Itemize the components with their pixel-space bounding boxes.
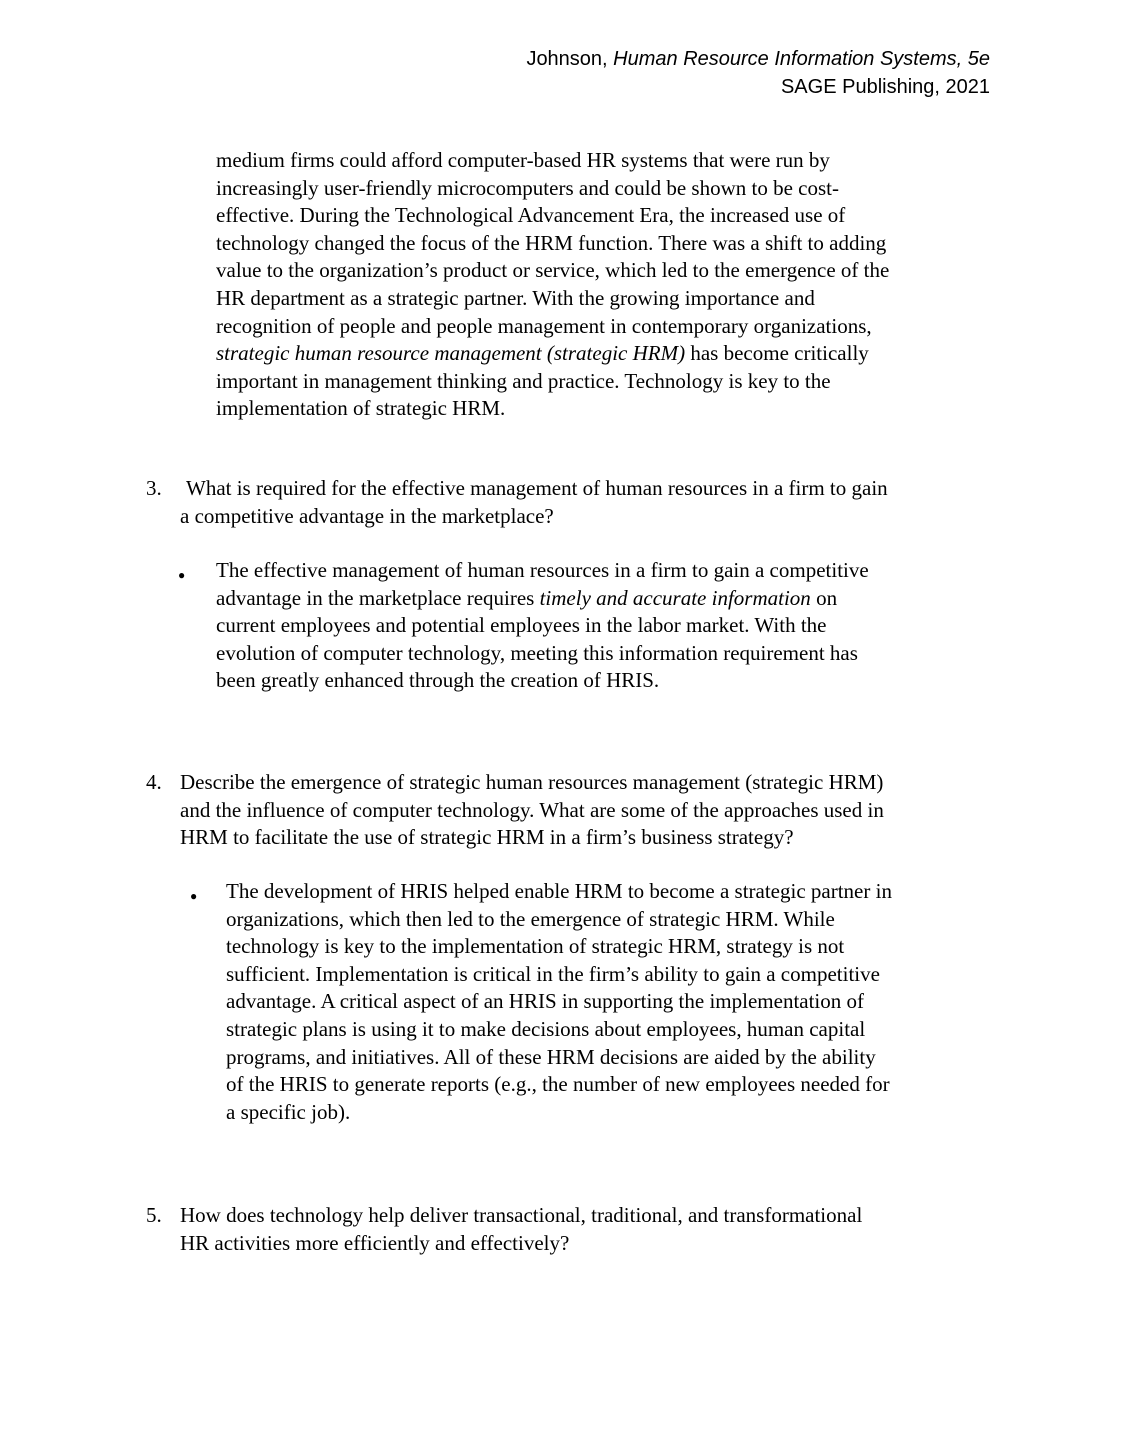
intro-paragraph-line: medium firms could afford computer-based HR systems that were run by: [216, 148, 830, 172]
answer-4-line: programs, and initiatives. All of these HRM decisions are aided by the ability: [226, 1044, 876, 1069]
text-segment: has become critically: [685, 341, 869, 366]
answer-3-line: current employees and potential employees in the labor market. With the: [216, 613, 827, 638]
question-5-line: How does technology help deliver transactional, traditional, and transformational: [180, 1203, 863, 1227]
answer-4-line: strategic plans is using it to make decisions about employees, human capital: [226, 1017, 866, 1041]
text-segment: on: [810, 585, 838, 610]
answer-3-line: The effective management of human resources in a firm to gain a competitive: [216, 558, 869, 582]
question-5-line: HR activities more efficiently and effectively?: [180, 1230, 570, 1255]
header-author: Johnson,: [526, 48, 614, 70]
answer-4-line: of the HRIS to generate reports (e.g., the number of new employees needed for: [226, 1072, 890, 1097]
header-book-title: Human Resource Information Systems, 5e: [613, 48, 990, 70]
intro-paragraph-line: recognition of people and people management in contemporary organizations,: [216, 313, 872, 338]
intro-paragraph-line: [216, 341, 869, 365]
question-4-line: Describe the emergence of strategic human resources management (strategic HRM): [180, 770, 884, 794]
answer-3-line: [216, 586, 837, 610]
italic-emphasis: timely and accurate information: [539, 585, 811, 610]
question-4-line: and the influence of computer technology. What are some of the approaches used in: [180, 797, 884, 822]
intro-paragraph-line: important in management thinking and practice. Technology is key to the: [216, 368, 831, 393]
bullet-icon: ●: [178, 568, 186, 582]
italic-emphasis: strategic human resource management (strategic HRM): [216, 341, 686, 366]
intro-paragraph-line: technology changed the focus of the HRM function. There was a shift to adding: [216, 230, 887, 255]
list-number: 4.: [146, 770, 162, 794]
answer-4-line: The development of HRIS helped enable HRM to become a strategic partner in: [226, 879, 892, 903]
answer-3-line: evolution of computer technology, meeting this information requirement has: [216, 640, 858, 665]
running-header-publisher: SAGE Publishing, 2021: [780, 76, 990, 98]
answer-3-line: been greatly enhanced through the creation of HRIS.: [216, 668, 660, 693]
text-segment: advantage in the marketplace requires: [216, 585, 540, 610]
answer-4-line: advantage. A critical aspect of an HRIS in supporting the implementation of: [226, 989, 865, 1014]
running-header-title: [526, 48, 990, 71]
answer-4-line: organizations, which then led to the emergence of strategic HRM. While: [226, 906, 835, 931]
intro-paragraph-line: implementation of strategic HRM.: [216, 396, 506, 421]
bullet-icon: ●: [190, 889, 198, 903]
intro-paragraph-line: value to the organization’s product or service, which led to the emergence of the: [216, 258, 890, 283]
answer-4-line: technology is key to the implementation of strategic HRM, strategy is not: [226, 934, 845, 959]
question-3-line: a competitive advantage in the marketplace?: [180, 503, 554, 528]
list-number: 3.: [146, 476, 162, 500]
intro-paragraph-line: effective. During the Technological Advancement Era, the increased use of: [216, 203, 846, 228]
answer-4-line: a specific job).: [226, 1099, 351, 1124]
question-4-line: HRM to facilitate the use of strategic HRM in a firm’s business strategy?: [180, 825, 794, 850]
intro-paragraph-line: HR department as a strategic partner. With the growing importance and: [216, 286, 815, 310]
intro-paragraph-line: increasingly user-friendly microcomputers and could be shown to be cost-: [216, 175, 839, 200]
question-3-line: What is required for the effective management of human resources in a firm to gain: [186, 476, 888, 500]
answer-4-line: sufficient. Implementation is critical in the firm’s ability to gain a competitive: [226, 961, 880, 986]
list-number: 5.: [146, 1203, 162, 1227]
